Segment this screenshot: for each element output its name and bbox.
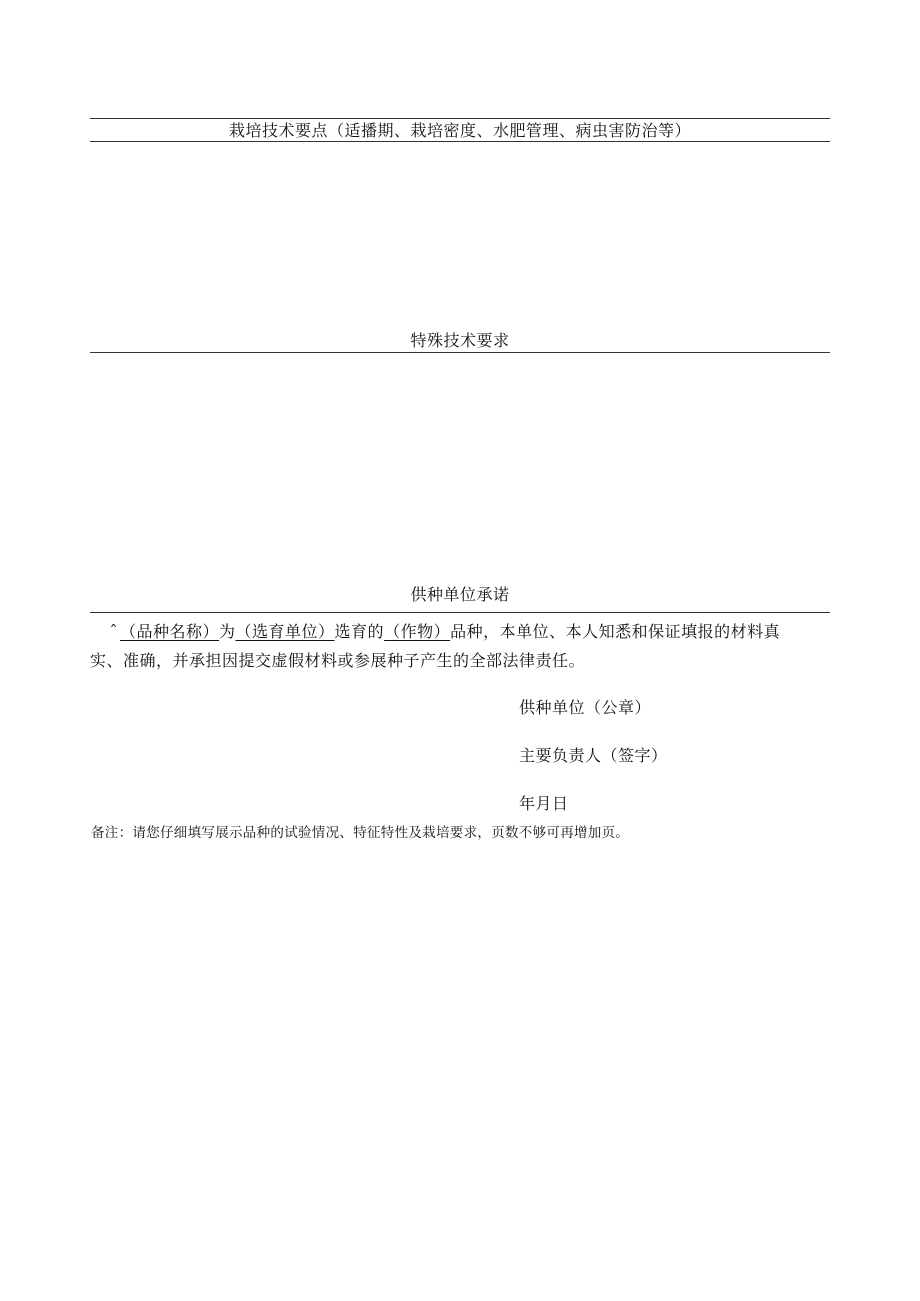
remark-note: 备注：请您仔细填写展示品种的试验情况、特征特性及栽培要求，页数不够可再增加页。 (91, 825, 630, 841)
special-requirements-title: 特殊技术要求 (410, 331, 510, 350)
pledge-text: 品种，本单位、本人知悉和保证填报的材料真 (450, 622, 781, 641)
cultivation-title-rule (90, 141, 830, 142)
pledge-text: 为 (219, 622, 236, 641)
variety-name-blank: （品种名称） (120, 622, 220, 641)
responsible-person-label: 主要负责人（签字） (519, 746, 668, 765)
special-title-rule (90, 352, 830, 353)
date-label: 年月日 (519, 794, 569, 813)
pledge-section-title: 供种单位承诺 (410, 585, 510, 604)
breeder-unit-blank: （选育单位） (235, 622, 335, 641)
pledge-title-rule (90, 612, 830, 613)
top-rule (90, 118, 830, 119)
cultivation-section-title: 栽培技术要点（适播期、栽培密度、水肥管理、病虫害防治等） (228, 121, 691, 140)
pledge-indent-mark: ˆ (109, 622, 118, 641)
crop-blank: （作物） (384, 622, 451, 641)
pledge-text-line-2: 实、准确，并承担因提交虚假材料或参展种子产生的全部法律责任。 (90, 651, 586, 670)
pledge-paragraph (90, 617, 830, 675)
pledge-text: 选育的 (334, 622, 385, 641)
supplier-seal-label: 供种单位（公章） (519, 698, 652, 717)
